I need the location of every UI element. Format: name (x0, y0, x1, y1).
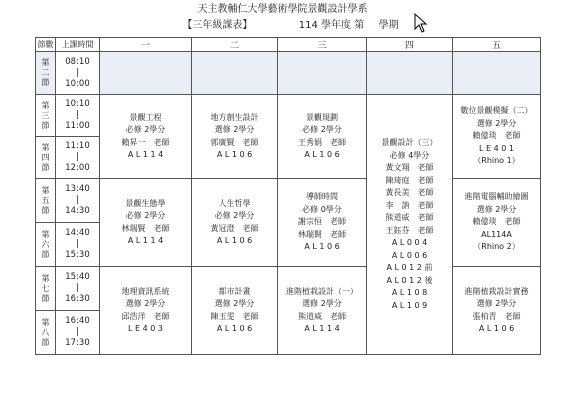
period-cell: 第 五 節 (36, 179, 56, 223)
period-cell: 第 三 節 (36, 95, 56, 137)
time-cell: 13:40 | 14:30 (56, 179, 100, 223)
course-cell-wed-34: 景觀規劃 必修 2學分 王秀娟 老師 A L 1 0 6 (278, 95, 367, 179)
course-cell-mon-34: 景觀工程 必修 2學分 賴昇一 老師 A L 1 1 4 (100, 95, 192, 179)
mouse-cursor-icon (414, 13, 428, 33)
timetable (35, 37, 541, 355)
day-header-tue: 二 (192, 38, 278, 52)
page-title: 天主教輔仁大學藝術學院景觀設計學系 (197, 4, 368, 15)
time-cell: 08:10 | 10:00 (56, 52, 100, 95)
course-cell-tue-56: 人生哲學 必修 2學分 黃冠澄 老師 A L 1 0 6 (192, 179, 278, 267)
course-cell-tue-34: 地方創生設計 選修 2學分 郭廣賢 老師 A L 1 0 6 (192, 95, 278, 179)
time-cell: 16:40 | 17:30 (56, 311, 100, 355)
period-cell: 第 二 節 (36, 52, 56, 95)
table-row (36, 267, 541, 311)
course-cell-mon-78: 地理資訊系統 選修 2學分 邱浩洋 老師 L E 4 0 3 (100, 267, 192, 355)
day-header-fri: 五 (453, 38, 541, 52)
page-subtitle (0, 20, 581, 32)
course-cell-fri-78: 進階植栽設計實務 選修 2學分 張柏青 老師 A L 1 0 6 (453, 267, 541, 355)
empty-slot (100, 52, 192, 95)
day-header-wed: 三 (278, 38, 367, 52)
day-header-mon: 一 (100, 38, 192, 52)
empty-slot (453, 52, 541, 95)
course-cell-fri-34: 數位景觀模擬（二） 選修 2學分 賴億琰 老師 L E 4 0 1 （Rhino 1） (453, 95, 541, 179)
empty-slot (367, 52, 453, 95)
table-row (36, 52, 541, 95)
year-label: 114 學年度 第 (298, 20, 365, 31)
period-header: 節數 (36, 38, 56, 52)
period-cell: 第 六 節 (36, 223, 56, 267)
time-cell: 15:40 | 16:30 (56, 267, 100, 311)
header-row (36, 38, 541, 52)
table-row (36, 179, 541, 223)
course-cell-wed-56: 導師時間 必修 0學分 謝宗恒 老師 林瑞賢 老師 A L 1 0 6 (278, 179, 367, 267)
grade-label: 【三年級課表】 (182, 20, 253, 31)
day-header-thu: 四 (367, 38, 453, 52)
time-cell: 10:10 | 11:00 (56, 95, 100, 137)
time-cell: 11:10 | 12:00 (56, 137, 100, 179)
table-row (36, 95, 541, 137)
course-cell-fri-56: 進階電腦輔助繪圖 選修 2學分 賴億琰 老師 AL114A （Rhino 2） (453, 179, 541, 267)
period-cell: 第 八 節 (36, 311, 56, 355)
course-cell-thu-all: 景觀設計（三） 必修 4學分 黃文翔 老師 陳琦庭 老師 黃長美 老師 李 訥 老師 熊道威 老師 王鈺芬 老師 A L 0 0 4 A L 0 0 6 A L 0 1 2 前 A L 0 1 2 後 A L 1 0 8 A L 1 0 9 (367, 95, 453, 355)
semester-label: 學期 (378, 20, 399, 31)
course-cell-wed-78: 進階植栽設計（一） 選修 2學分 熊道威 老師 A L 1 1 4 (278, 267, 367, 355)
course-cell-tue-78: 都市計畫 選修 2學分 陳玉雯 老師 A L 1 0 6 (192, 267, 278, 355)
time-cell: 14:40 | 15:30 (56, 223, 100, 267)
empty-slot (278, 52, 367, 95)
course-cell-mon-56: 景觀生態學 必修 2學分 林瑞賢 老師 A L 1 1 4 (100, 179, 192, 267)
empty-slot (192, 52, 278, 95)
period-cell: 第 四 節 (36, 137, 56, 179)
time-header: 上課時間 (56, 38, 100, 52)
period-cell: 第 七 節 (36, 267, 56, 311)
